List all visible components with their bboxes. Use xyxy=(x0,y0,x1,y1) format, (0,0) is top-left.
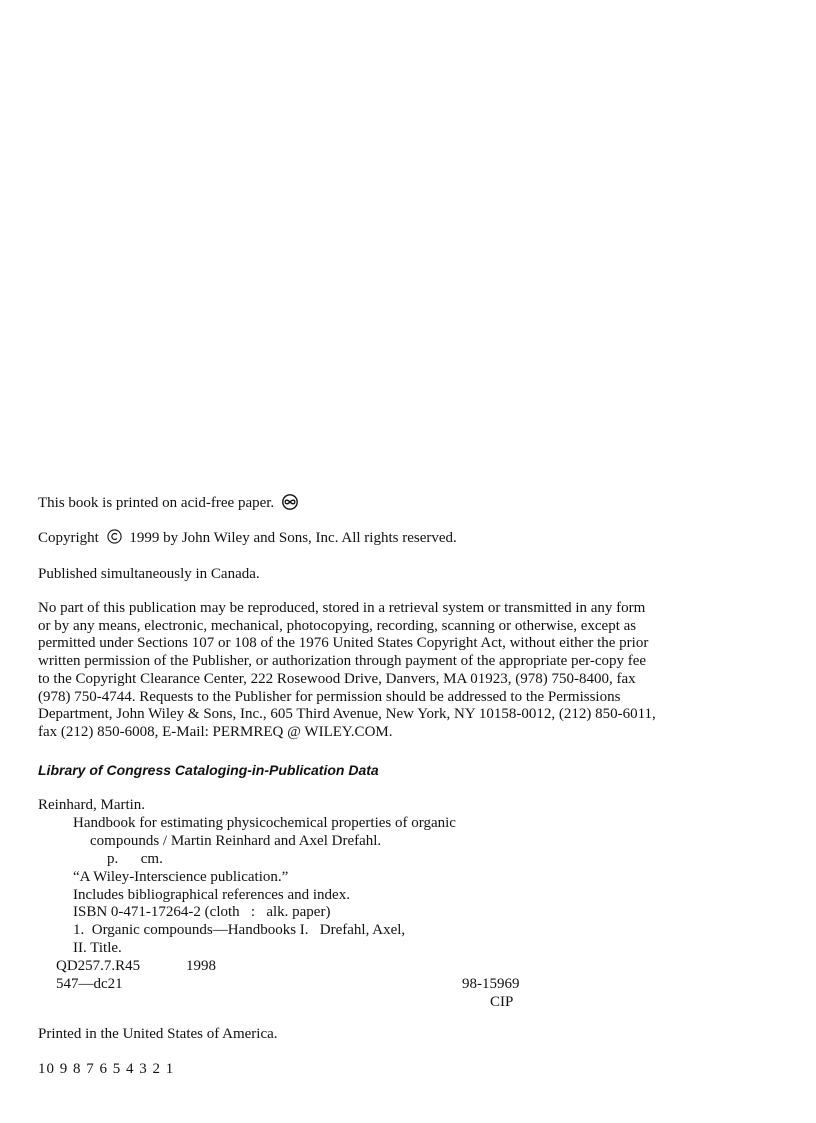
acid-free-line xyxy=(38,494,299,512)
permission-line: or by any means, electronic, mechanical, photocopying, recording, scanning or otherwise, except as xyxy=(38,617,637,634)
cip-subjects: 1. Organic compounds—Handbooks I. Drefahl, Axel, xyxy=(73,922,406,938)
cip-lccn: 98-15969 xyxy=(462,976,520,992)
permission-line: Department, John Wiley & Sons, Inc., 605 Third Avenue, New York, NY 10158-0012, (212) 850-6011, xyxy=(38,706,656,723)
cip-series-note: “A Wiley-Interscience publication.” xyxy=(73,869,289,885)
permission-line: permitted under Sections 107 or 108 of the 1976 United States Copyright Act, without either the prior xyxy=(38,635,649,652)
permission-line: (978) 750-4744. Requests to the Publisher for permission should be addressed to the Permissions xyxy=(38,688,621,705)
infinity-circle-icon xyxy=(281,494,299,510)
copyright-text: 1999 by John Wiley and Sons, Inc. All rights reserved. xyxy=(129,530,457,546)
cip-pagination: p. cm. xyxy=(107,851,163,867)
cip-year: 1998 xyxy=(186,958,216,974)
permission-line: written permission of the Publisher, or authorization through payment of the appropriate per-copy fee xyxy=(38,653,647,670)
permission-line: No part of this publication may be reproduced, stored in a retrieval system or transmitted in any form xyxy=(38,600,646,616)
cip-title-line-1: Handbook for estimating physicochemical properties of organic xyxy=(73,815,456,831)
copyright-label: Copyright xyxy=(38,530,99,546)
printer-key-line: 10 9 8 7 6 5 4 3 2 1 xyxy=(38,1061,175,1077)
permission-line: fax (212) 850-6008, E-Mail: PERMREQ @ WILEY.COM. xyxy=(38,723,393,740)
canada-line: Published simultaneously in Canada. xyxy=(38,566,260,582)
cip-lc-class: QD257.7.R45 xyxy=(56,958,141,974)
copyright-line xyxy=(38,529,457,547)
cip-mark: CIP xyxy=(490,994,514,1010)
acid-free-text: This book is printed on acid-free paper. xyxy=(38,495,275,511)
copyright-symbol-icon xyxy=(107,529,122,544)
cip-bibliography-note: Includes bibliographical references and index. xyxy=(73,887,350,903)
cip-author: Reinhard, Martin. xyxy=(38,797,146,813)
cip-title-line-2: compounds / Martin Reinhard and Axel Drefahl. xyxy=(90,833,382,849)
cip-title-entry: II. Title. xyxy=(73,940,122,956)
cip-dewey: 547—dc21 xyxy=(56,976,123,992)
cip-heading: Library of Congress Cataloging-in-Publication Data xyxy=(38,762,379,778)
printed-in-line: Printed in the United States of America. xyxy=(38,1026,278,1042)
cip-isbn: ISBN 0-471-17264-2 (cloth : alk. paper) xyxy=(73,904,331,920)
permission-line: to the Copyright Clearance Center, 222 Rosewood Drive, Danvers, MA 01923, (978) 750-8400, fax xyxy=(38,670,636,687)
permission-notice xyxy=(38,600,782,742)
